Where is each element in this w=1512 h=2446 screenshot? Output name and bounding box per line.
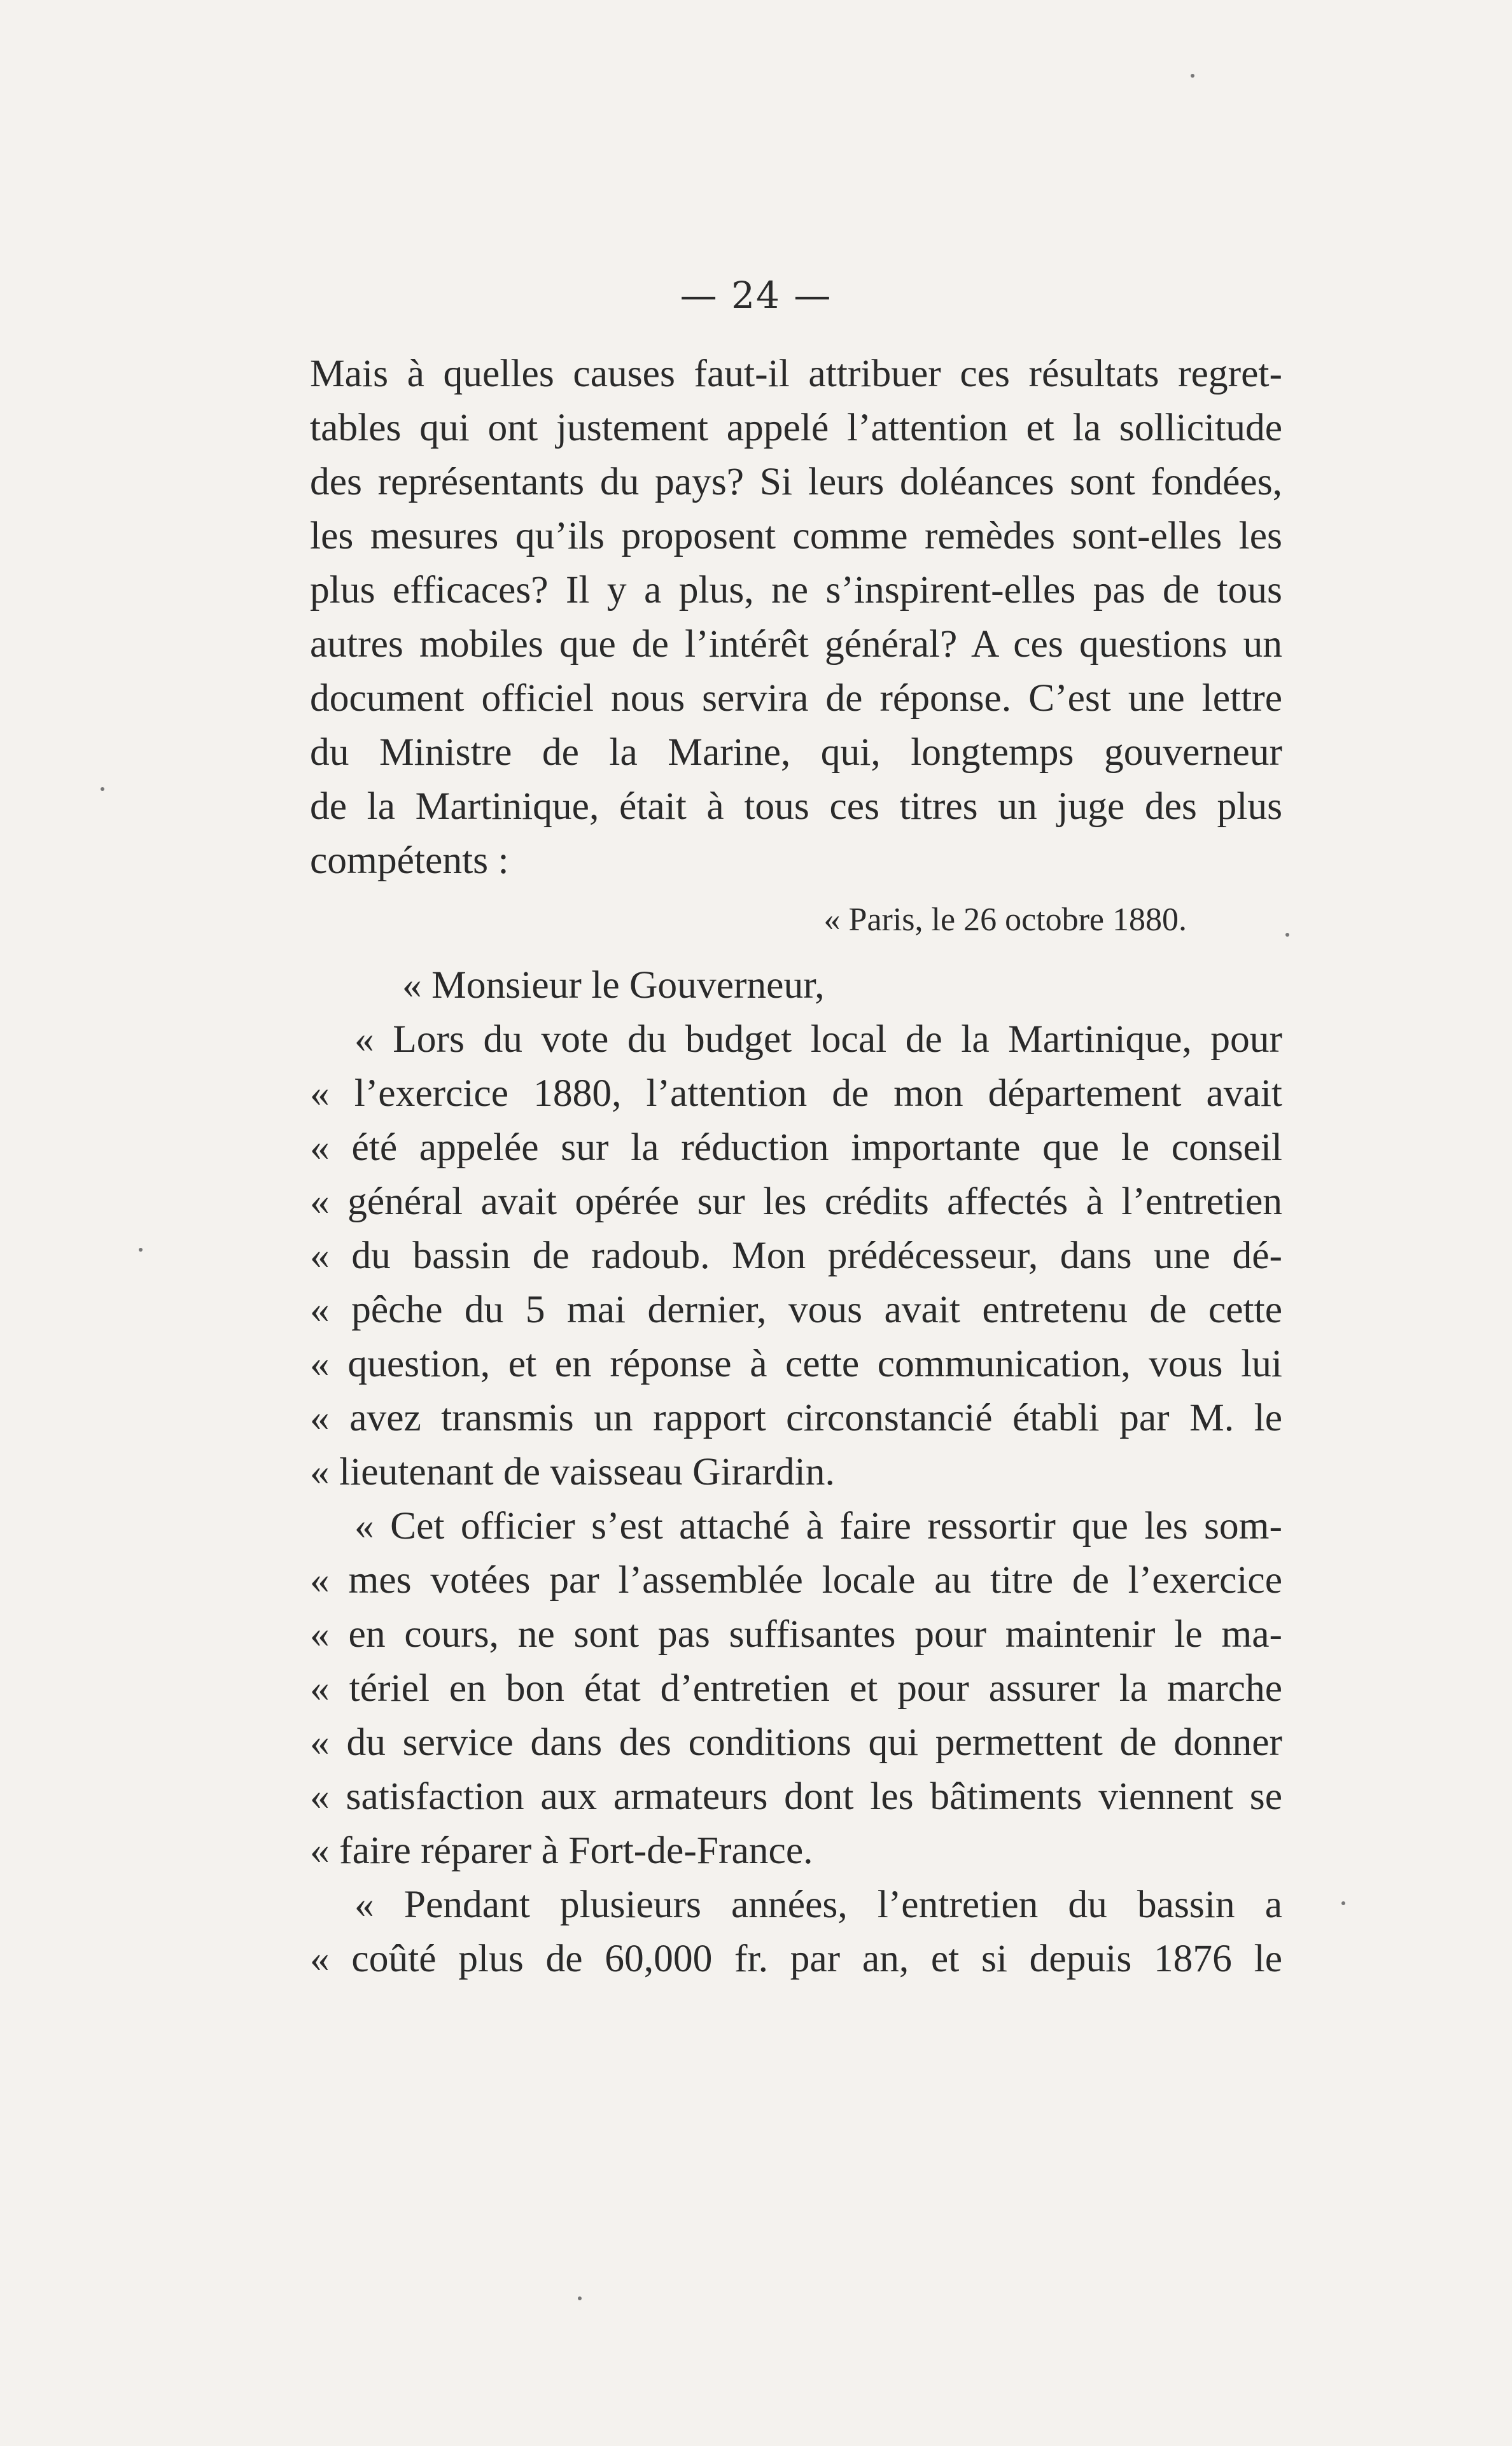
text-line: document officiel nous servira de réponse. C’est une lettre xyxy=(310,676,1282,720)
text-line: « question, et en réponse à cette communication, vous lui xyxy=(310,1342,1282,1385)
text-line: Mais à quelles causes faut-il attribuer ces résultats regret- xyxy=(310,352,1282,395)
scan-speck xyxy=(1285,933,1289,937)
paragraph-letter-3 xyxy=(310,1878,1282,1986)
letter-dateline: « Paris, le 26 octobre 1880. xyxy=(823,902,1187,938)
text-line: autres mobiles que de l’intérêt général? A ces questions un xyxy=(310,622,1282,666)
scan-speck xyxy=(139,1248,143,1252)
text-line: « général avait opérée sur les crédits affectés à l’entretien xyxy=(310,1180,1282,1223)
text-line: « en cours, ne sont pas suffisantes pour maintenir le ma- xyxy=(310,1612,1282,1656)
paragraph-letter-1 xyxy=(310,1012,1282,1499)
scan-speck xyxy=(1191,74,1194,78)
scan-speck xyxy=(1341,1901,1345,1905)
text-line: les mesures qu’ils proposent comme remèdes sont-elles les xyxy=(310,514,1282,557)
text-line: « satisfaction aux armateurs dont les bâtiments viennent se xyxy=(310,1775,1282,1818)
text-line: « l’exercice 1880, l’attention de mon département avait xyxy=(310,1072,1282,1115)
scan-speck xyxy=(578,2296,582,2300)
text-line: « du bassin de radoub. Mon prédécesseur, dans une dé- xyxy=(310,1234,1282,1277)
text-line: du Ministre de la Marine, qui, longtemps gouverneur xyxy=(310,730,1282,774)
text-line: de la Martinique, était à tous ces titres un juge des plus xyxy=(310,785,1282,828)
text-line: « tériel en bon état d’entretien et pour assurer la marche xyxy=(310,1667,1282,1710)
text-line: « mes votées par l’assemblée locale au titre de l’exercice xyxy=(310,1558,1282,1602)
text-line: plus efficaces? Il y a plus, ne s’inspirent-elles pas de tous xyxy=(310,568,1282,612)
paragraph-letter-2 xyxy=(310,1499,1282,1878)
text-line: des représentants du pays? Si leurs doléances sont fondées, xyxy=(310,460,1282,503)
text-line: « coûté plus de 60,000 fr. par an, et si depuis 1876 le xyxy=(310,1937,1282,1980)
text-line: « Lors du vote du budget local de la Martinique, pour xyxy=(354,1017,1282,1061)
text-line: « Pendant plusieurs années, l’entretien du bassin a xyxy=(354,1883,1282,1926)
paragraph-intro xyxy=(310,347,1282,888)
text-line: « pêche du 5 mai dernier, vous avait entretenu de cette xyxy=(310,1288,1282,1331)
text-line: compétents : xyxy=(310,839,509,882)
scan-speck xyxy=(101,787,104,791)
text-line: « Cet officier s’est attaché à faire ressortir que les som- xyxy=(354,1504,1282,1548)
text-line: « lieutenant de vaisseau Girardin. xyxy=(310,1450,835,1493)
page-number: — 24 — xyxy=(680,274,832,317)
text-line: « été appelée sur la réduction importante que le conseil xyxy=(310,1126,1282,1169)
letter-salutation: « Monsieur le Gouverneur, xyxy=(402,963,825,1007)
text-line: tables qui ont justement appelé l’attention et la sollicitude xyxy=(310,406,1282,449)
text-line: « faire réparer à Fort-de-France. xyxy=(310,1829,813,1872)
body-text xyxy=(310,347,1282,1986)
text-line: « avez transmis un rapport circonstancié établi par M. le xyxy=(310,1396,1282,1439)
text-line: « du service dans des conditions qui permettent de donner xyxy=(310,1721,1282,1764)
